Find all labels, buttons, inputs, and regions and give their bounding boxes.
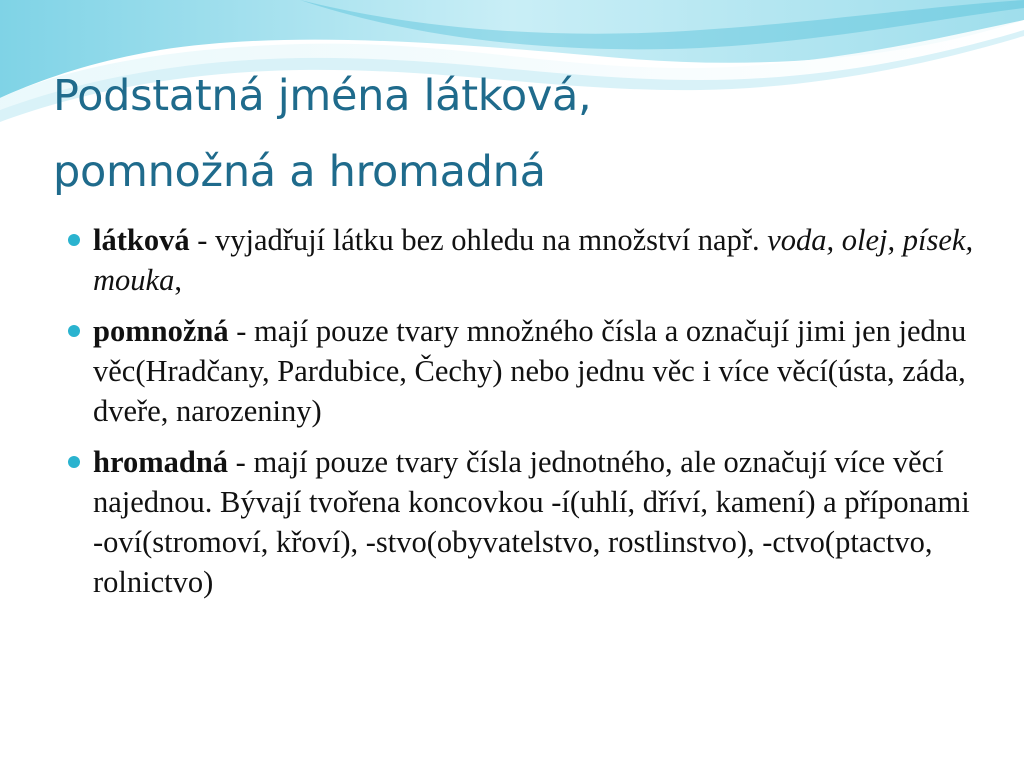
bullet-term: hromadná: [93, 445, 229, 479]
slide-title-line-1: Podstatná jména látková,: [53, 71, 592, 121]
slide-title-line-2: pomnožná a hromadná: [53, 147, 546, 197]
bullet-dot-icon: [68, 325, 80, 337]
bullet-item-hromadna: [62, 442, 982, 602]
bullet-examples: voda, olej, písek, mouka: [93, 223, 974, 297]
bullet-item-latkova: [62, 220, 982, 300]
slide-title: [53, 58, 993, 210]
bullet-item-pomnozna: [62, 311, 982, 431]
bullet-term: látková: [93, 223, 190, 257]
bullet-text: - mají pouze tvary množného čísla a označují jimi jen jednu věc(Hradčany, Pardubice, Čechy) nebo jednu věc i více věcí(ústa, záda, dveře, narozeniny): [93, 314, 967, 428]
bullet-tail: ,: [174, 263, 182, 297]
bullet-text: - mají pouze tvary čísla jednotného, ale označují více věcí najednou. Bývají tvořena koncovkou -í(uhlí, dříví, kamení) a příponami -oví(stromoví, křoví), -stvo(obyvatelstvo, rostlinstvo), -ctvo(ptactvo, rolnictvo): [93, 445, 970, 599]
bullet-list: [62, 220, 982, 613]
bullet-dot-icon: [68, 234, 80, 246]
bullet-text: - vyjadřují látku bez ohledu na množství např.: [189, 223, 768, 257]
bullet-term: pomnožná: [93, 314, 229, 348]
bullet-dot-icon: [68, 456, 80, 468]
